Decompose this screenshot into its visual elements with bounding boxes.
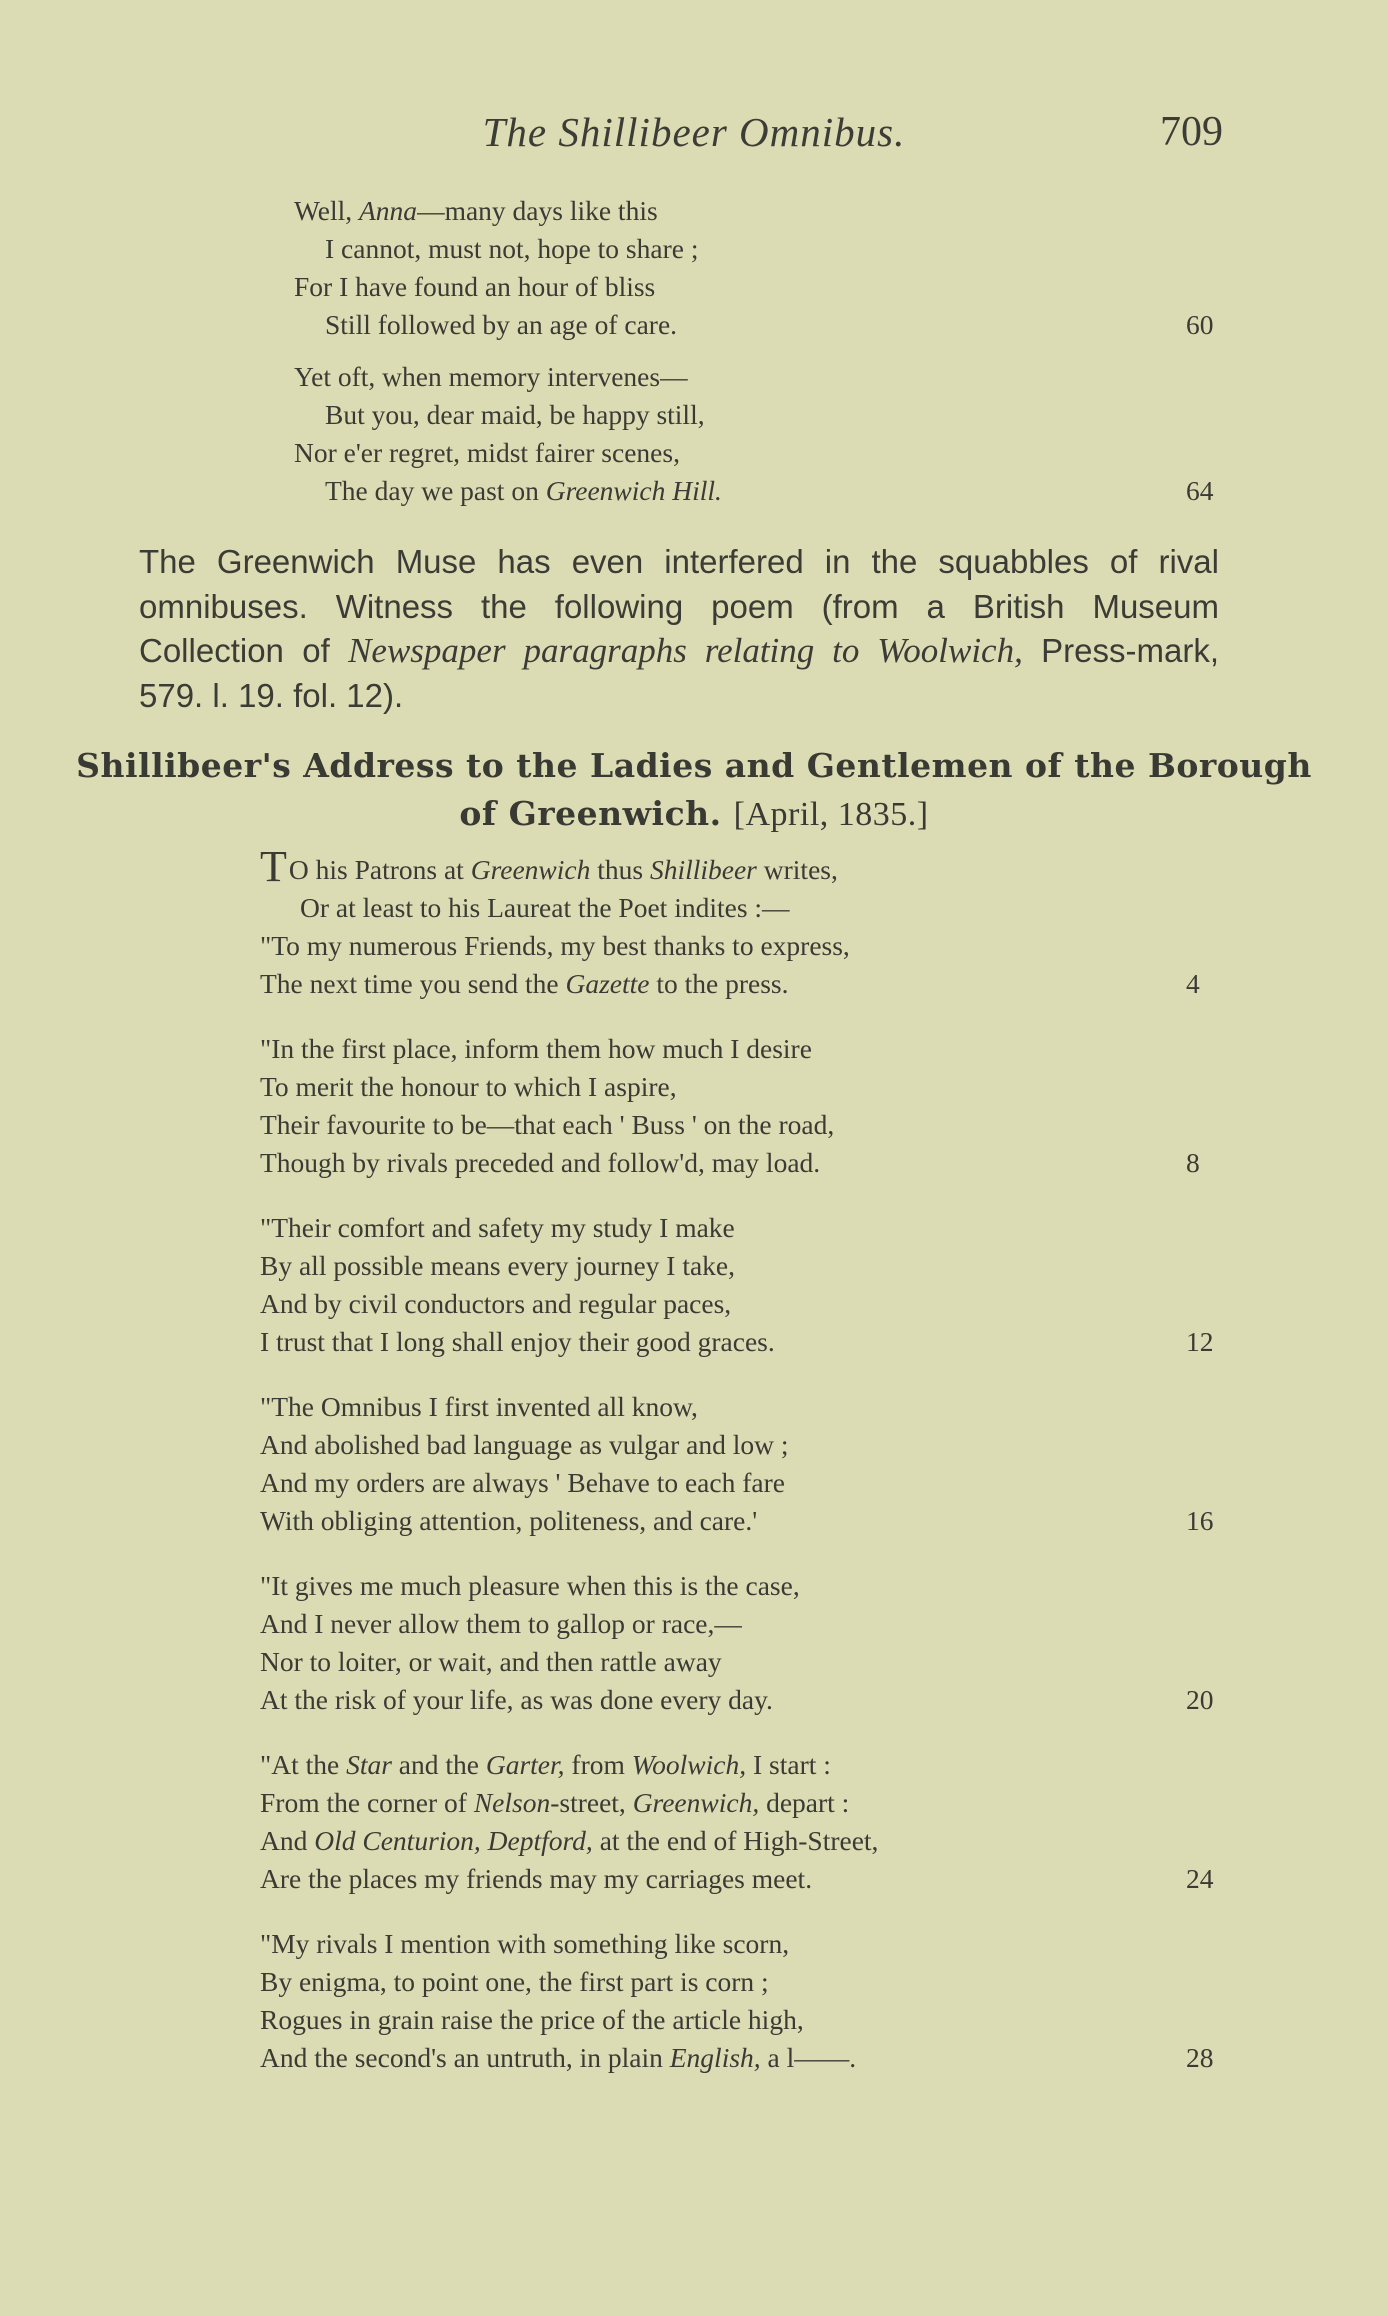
line-text: And I never allow them to gallop or race,—: [260, 1608, 742, 1639]
line-text: "At the: [260, 1749, 347, 1780]
line-number: 24: [1186, 1863, 1214, 1894]
line-text: And: [260, 1825, 315, 1856]
line-text: -street,: [550, 1787, 633, 1818]
line-text: The day we past on: [325, 475, 546, 506]
line-text: And abolished bad language as vulgar and low ;: [260, 1429, 789, 1460]
poem-title: [0, 742, 1388, 839]
line-text: And the second's an untruth, in plain: [260, 2042, 670, 2073]
stanza: [294, 358, 1224, 510]
italic-text: English,: [669, 2042, 761, 2073]
line-text: And my orders are always ' Behave to each fare: [260, 1467, 785, 1498]
verse-line: [260, 889, 1224, 927]
verse-line: [260, 2001, 1224, 2039]
line-text: I start :: [746, 1749, 831, 1780]
verse-line: [260, 1388, 1224, 1426]
verse-line: [260, 1502, 1224, 1540]
italic-text: Anna: [359, 195, 418, 226]
line-text: at the end of High-Street,: [592, 1825, 879, 1856]
line-text: "Their comfort and safety my study I make: [260, 1212, 735, 1243]
line-number: 64: [1186, 475, 1214, 506]
line-number: 16: [1186, 1505, 1214, 1536]
line-text: Nor to loiter, or wait, and then rattle away: [260, 1646, 722, 1677]
italic-text: Old Centurion, Deptford,: [314, 1825, 593, 1856]
line-number: 12: [1186, 1326, 1214, 1357]
line-text: Their favourite to be—that each ' Buss ' on the road,: [260, 1109, 835, 1140]
line-text: from: [564, 1749, 632, 1780]
stanza: [260, 1925, 1224, 2077]
poem: [260, 842, 1224, 2104]
prose-paragraph: [139, 540, 1219, 718]
line-text: O his Patrons at: [288, 854, 471, 885]
verse-line: [294, 192, 1224, 230]
line-text: a l——.: [760, 2042, 857, 2073]
line-text: Though by rivals preceded and follow'd, may load.: [260, 1147, 821, 1178]
line-text: I cannot, must not, hope to share ;: [325, 233, 699, 264]
verse-line: [260, 1209, 1224, 1247]
verse-line: [260, 1860, 1224, 1898]
verse-line: [294, 268, 1224, 306]
line-text: By all possible means every journey I take,: [260, 1250, 736, 1281]
line-text: depart :: [759, 1787, 850, 1818]
line-text: to the press.: [649, 968, 789, 999]
line-text: Yet oft, when memory intervenes—: [294, 361, 688, 392]
verse-line: [260, 1963, 1224, 2001]
verse-line: [260, 927, 1224, 965]
line-text: "The Omnibus I first invented all know,: [260, 1391, 698, 1422]
poem-title-line-2: of Greenwich.: [459, 794, 722, 833]
line-text: Or at least to his Laureat the Poet indites :—: [300, 892, 790, 923]
prose-italic-citation: Newspaper paragraphs relating to Woolwich,: [348, 631, 1023, 670]
line-text: From the corner of: [260, 1787, 474, 1818]
stanza: [260, 1567, 1224, 1719]
italic-text: Woolwich,: [631, 1749, 747, 1780]
verse-line: [294, 472, 1224, 510]
line-number: 4: [1186, 968, 1200, 999]
line-text: The next time you send the: [260, 968, 566, 999]
line-text: and the: [391, 1749, 486, 1780]
verse-line: [260, 1106, 1224, 1144]
verse-line: [260, 1285, 1224, 1323]
running-title: The Shillibeer Omnibus.: [482, 109, 906, 155]
verse-line: [260, 1567, 1224, 1605]
verse-line: [260, 965, 1224, 1003]
verse-line: [260, 1605, 1224, 1643]
prose-text-1: The Greenwich Muse has even interfered in the squabbles of rival omnibuses. Witness the following poem (from a British Museum Collection of: [139, 543, 1219, 669]
line-text: Are the places my friends may my carriages meet.: [260, 1863, 813, 1894]
verse-top: [294, 192, 1224, 524]
drop-cap: T: [260, 842, 287, 891]
line-text: "It gives me much pleasure when this is the case,: [260, 1570, 800, 1601]
verse-line: [294, 358, 1224, 396]
stanza: [260, 1030, 1224, 1182]
prose-text-2: Press-mark, 579. l. 19. fol. 12).: [139, 632, 1220, 714]
line-text: Well,: [294, 195, 359, 226]
verse-line: [260, 1030, 1224, 1068]
line-text: writes,: [756, 854, 838, 885]
stanza: [260, 1388, 1224, 1540]
line-text: I trust that I long shall enjoy their good graces.: [260, 1326, 775, 1357]
line-text: thus: [590, 854, 650, 885]
italic-text: Greenwich: [470, 854, 591, 885]
line-text: To merit the honour to which I aspire,: [260, 1071, 677, 1102]
line-number: 20: [1186, 1684, 1214, 1715]
italic-text: Nelson: [473, 1787, 551, 1818]
verse-line: [294, 434, 1224, 472]
stanza: [260, 842, 1224, 1003]
line-text: Rogues in grain raise the price of the article high,: [260, 2004, 804, 2035]
verse-line: [260, 1643, 1224, 1681]
verse-line: [260, 1822, 1224, 1860]
verse-line: [260, 1068, 1224, 1106]
line-number: 28: [1186, 2042, 1214, 2073]
line-text: "To my numerous Friends, my best thanks to express,: [260, 930, 850, 961]
verse-line: [260, 1746, 1224, 1784]
italic-text: Shillibeer: [649, 854, 757, 885]
italic-text: Gazette: [565, 968, 650, 999]
verse-line: [260, 1144, 1224, 1182]
line-number: 60: [1186, 309, 1214, 340]
poem-title-line-1: Shillibeer's Address to the Ladies and Gentlemen of the Borough: [76, 746, 1312, 785]
verse-line: [260, 1681, 1224, 1719]
line-text: By enigma, to point one, the first part is corn ;: [260, 1966, 769, 1997]
line-text: And by civil conductors and regular paces,: [260, 1288, 732, 1319]
line-text: "In the first place, inform them how much I desire: [260, 1033, 812, 1064]
stanza: [260, 1746, 1224, 1898]
verse-line: [260, 1426, 1224, 1464]
verse-line: [294, 306, 1224, 344]
verse-line: [260, 1784, 1224, 1822]
poem-date: [April, 1835.]: [733, 796, 929, 833]
verse-line: [260, 1247, 1224, 1285]
stanza: [260, 1209, 1224, 1361]
line-text: With obliging attention, politeness, and care.': [260, 1505, 758, 1536]
verse-line: [260, 1925, 1224, 1963]
line-text: For I have found an hour of bliss: [294, 271, 656, 302]
italic-text: Star: [346, 1749, 392, 1780]
line-text: At the risk of your life, as was done every day.: [260, 1684, 773, 1715]
verse-line: [260, 842, 1224, 891]
italic-text: Garter,: [485, 1749, 565, 1780]
stanza: [294, 192, 1224, 344]
verse-line: [294, 396, 1224, 434]
line-text: Still followed by an age of care.: [325, 309, 678, 340]
verse-line: [260, 1323, 1224, 1361]
line-text: But you, dear maid, be happy still,: [325, 399, 705, 430]
page-number: 709: [1160, 109, 1223, 155]
italic-text: Greenwich,: [632, 1787, 760, 1818]
line-text: Nor e'er regret, midst fairer scenes,: [294, 437, 680, 468]
line-text: "My rivals I mention with something like scorn,: [260, 1928, 790, 1959]
verse-line: [294, 230, 1224, 268]
verse-line: [260, 1464, 1224, 1502]
italic-text: Greenwich Hill.: [545, 475, 722, 506]
line-number: 8: [1186, 1147, 1200, 1178]
verse-line: [260, 2039, 1224, 2077]
line-text: —many days like this: [417, 195, 658, 226]
